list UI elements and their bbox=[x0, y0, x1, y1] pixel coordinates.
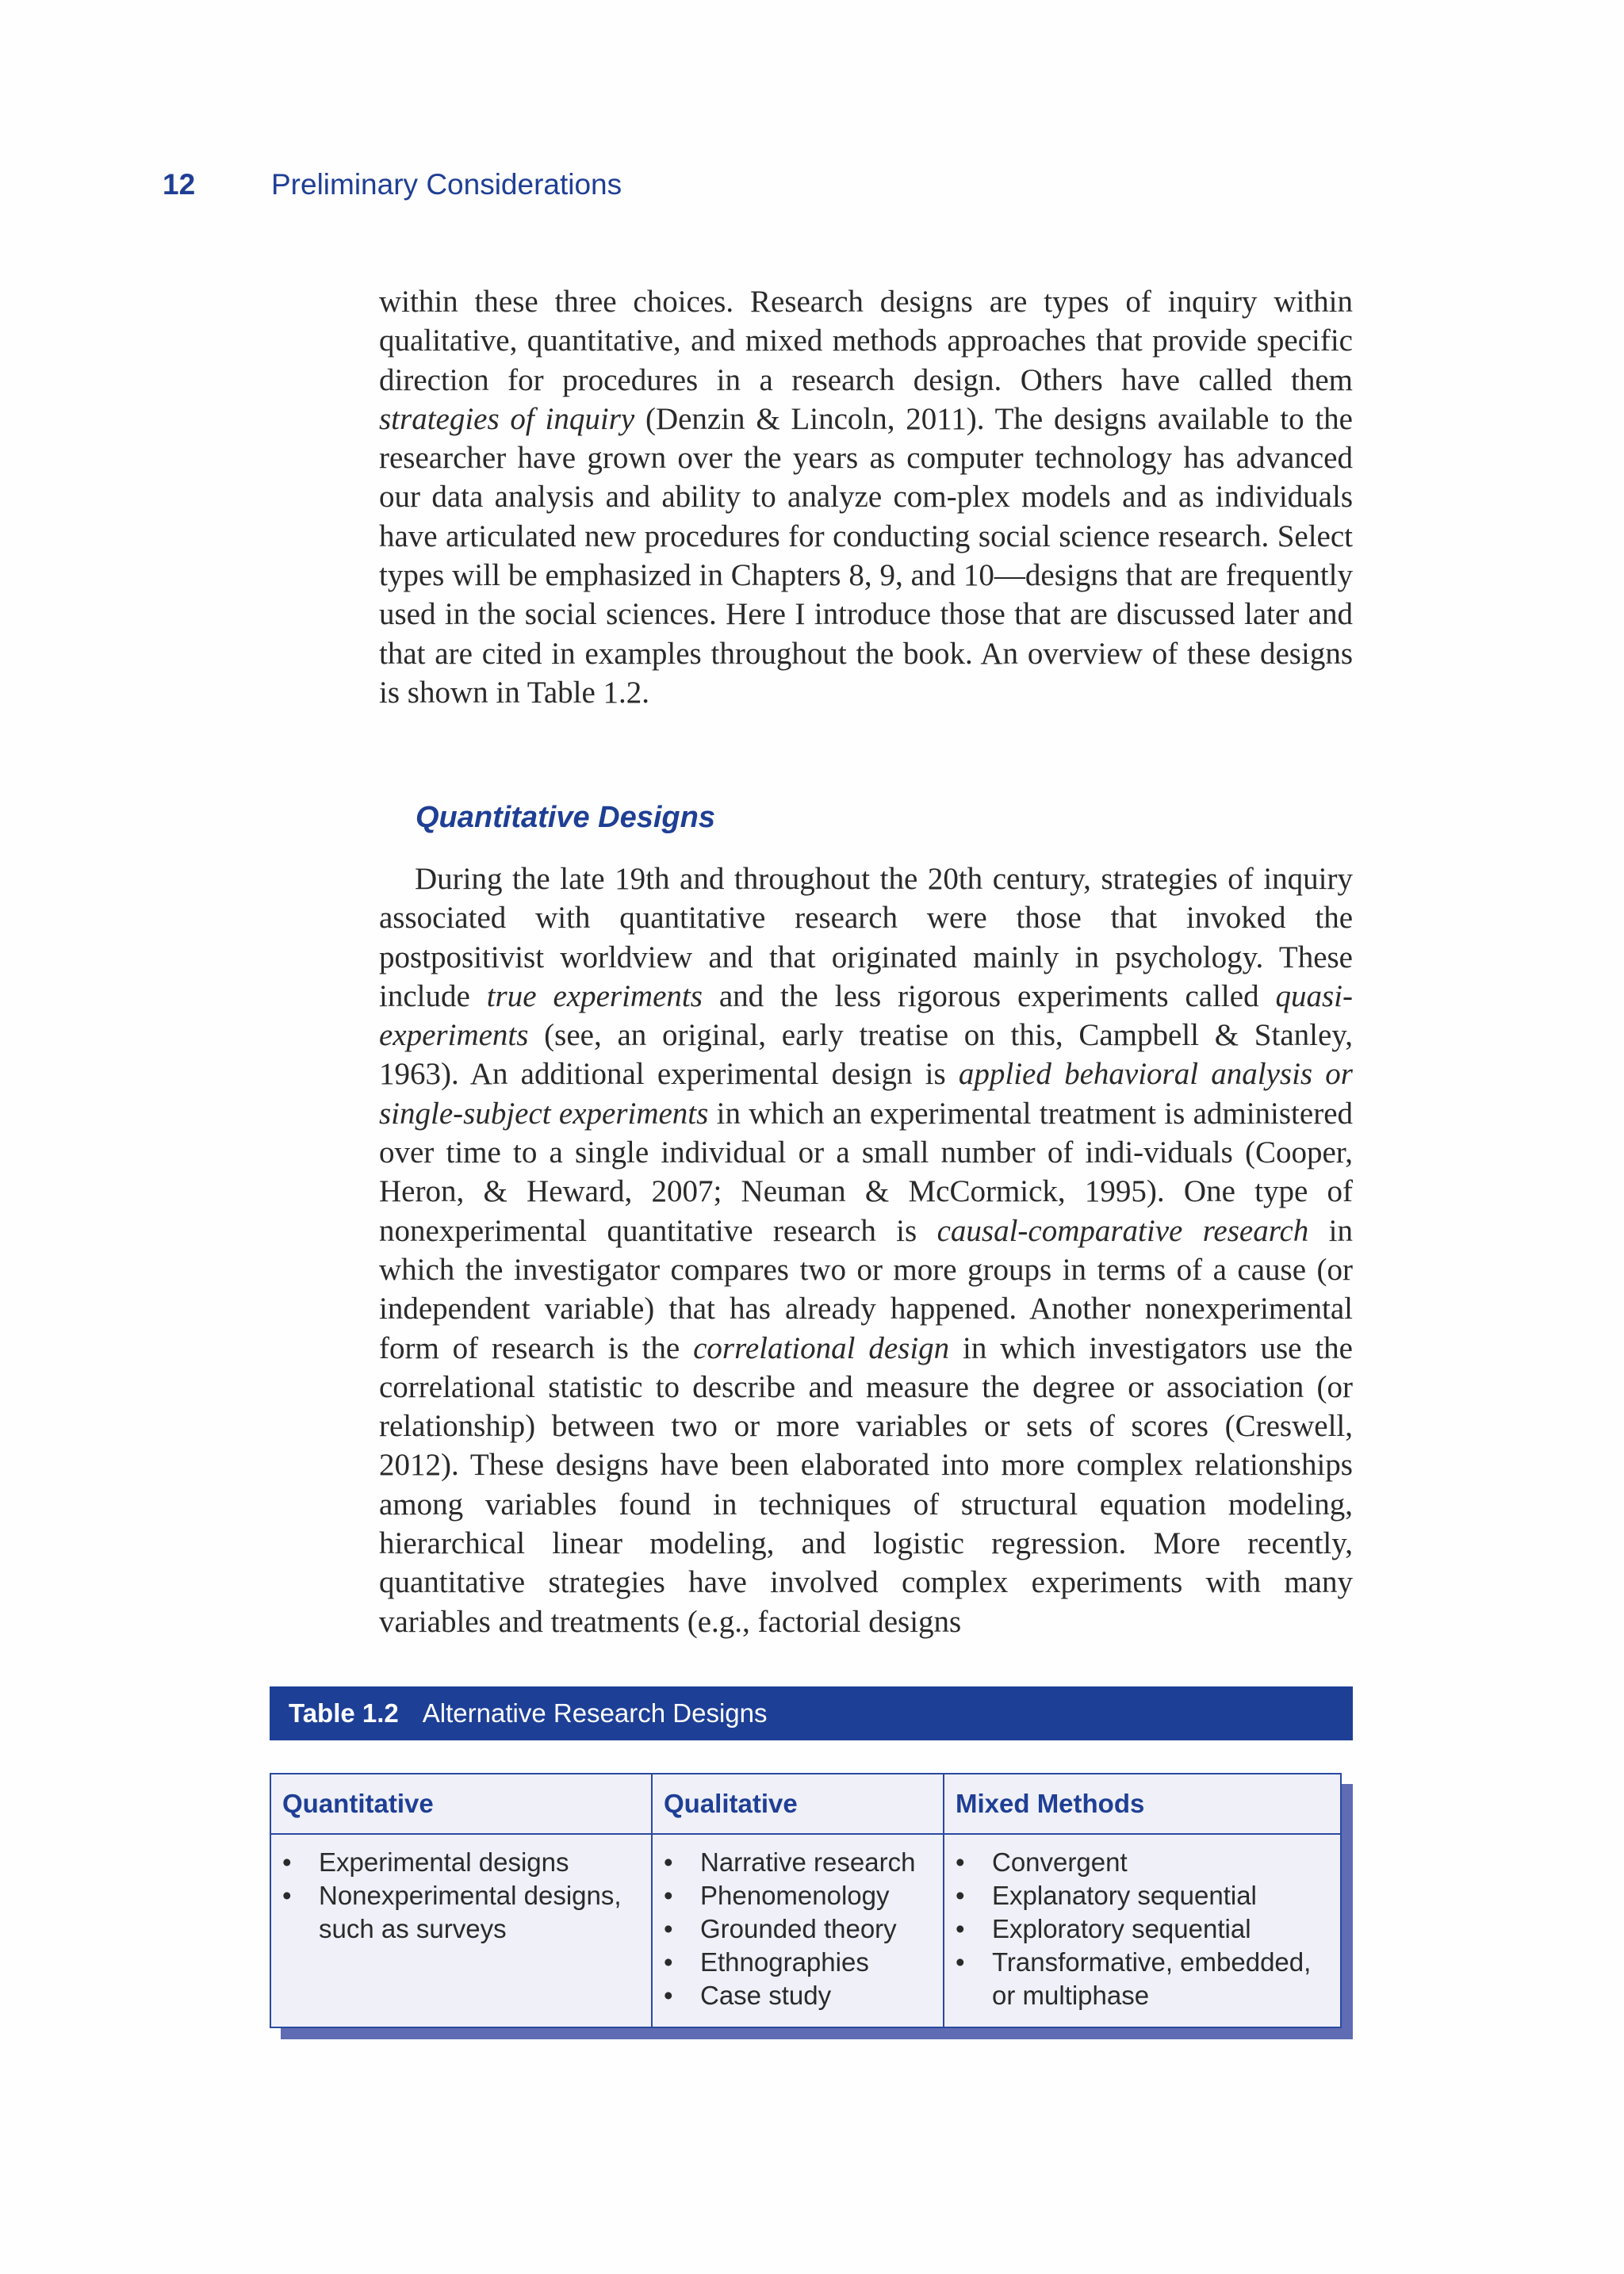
design-list bbox=[271, 1835, 651, 1946]
page-number: 12 bbox=[163, 168, 196, 201]
list-item: • Convergent bbox=[956, 1846, 1340, 1879]
table-column bbox=[943, 1774, 1340, 2027]
text-run: within these three choices. Research designs are types of inquiry within qualitative, quantitative, and mixed methods approaches that provide specific direction for procedures in a research design. Others have called them bbox=[379, 285, 1353, 397]
text-run: (see, an original, early treatise on this, Campbell & Stanley, 1963). An additional experimental design is bbox=[379, 1018, 1353, 1092]
column-header: Qualitative bbox=[653, 1774, 943, 1835]
designs-table bbox=[270, 1773, 1342, 2028]
list-item: • Case study bbox=[664, 1979, 943, 2012]
list-item: • Experimental designs bbox=[282, 1846, 651, 1879]
running-head: Preliminary Considerations bbox=[271, 168, 622, 201]
table-column bbox=[651, 1774, 943, 2027]
design-list bbox=[944, 1835, 1340, 2012]
column-header: Quantitative bbox=[271, 1774, 651, 1835]
text-run: During the late 19th and throughout the 20th century, strategies of inquiry associated with quantitative research were those that invoked the postpositivist worldview and that originated mainly in psychology. These include bbox=[379, 862, 1353, 1013]
italic-term: strategies of inquiry bbox=[379, 401, 635, 436]
table-label: Table 1.2 bbox=[289, 1698, 399, 1728]
list-item: • Explanatory sequential bbox=[956, 1879, 1340, 1912]
list-item: • Ethnographies bbox=[664, 1946, 943, 1979]
table-title: Alternative Research Designs bbox=[422, 1698, 768, 1728]
table-column bbox=[271, 1774, 651, 2027]
list-item: • Grounded theory bbox=[664, 1912, 943, 1946]
list-item: • Transformative, embedded, or multiphase bbox=[956, 1946, 1340, 2012]
list-item: • Exploratory sequential bbox=[956, 1912, 1340, 1946]
list-item: • Narrative research bbox=[664, 1846, 943, 1879]
text-run: and the less rigorous experiments called bbox=[702, 978, 1276, 1013]
design-list bbox=[653, 1835, 943, 2012]
italic-term: applied behavioral analysis or single-subject experiments bbox=[379, 1057, 1353, 1131]
table-caption bbox=[270, 1686, 1353, 1740]
italic-term: causal-comparative research bbox=[936, 1213, 1309, 1248]
body-paragraph-quantitative bbox=[379, 859, 1353, 1641]
column-header: Mixed Methods bbox=[944, 1774, 1340, 1835]
text-run: in which an experimental treatment is administered over time to a single individual or a small number of indi-viduals (Cooper, Heron, & Heward, 2007; Neuman & McCormick, 1995). One type of nonexperimental quantitative research is bbox=[379, 1096, 1354, 1248]
italic-term: true experiments bbox=[486, 978, 703, 1013]
text-run: in which investigators use the correlational statistic to describe and measure the degree or association (or relationship) between two or more variables or sets of scores (Creswell, 2012). These designs have been elaborated into more complex relationships among variables found in techniques of structural equation modeling, hierarchical linear modeling, and logistic regression. More recently, quantitative strategies have involved complex experiments with many variables and treatments (e.g., factorial designs bbox=[379, 1330, 1353, 1639]
list-item: • Phenomenology bbox=[664, 1879, 943, 1912]
italic-term: correlational design bbox=[693, 1330, 950, 1365]
body-paragraph-intro bbox=[379, 282, 1353, 712]
italic-term: quasi-experiments bbox=[379, 978, 1353, 1053]
text-run: in which the investigator compares two or more groups in terms of a cause (or independent variable) that has already happened. Another nonexperimental form of research is the bbox=[379, 1213, 1353, 1365]
text-run: (Denzin & Lincoln, 2011). The designs available to the researcher have grown over the years as computer technology has advanced our data analysis and ability to analyze com-plex models and as individuals have articulated new procedures for conducting social science research. Select types will be emphasized in Chapters 8, 9, and 10—designs that are frequently used in the social sciences. Here I introduce those that are discussed later and that are cited in examples throughout the book. An overview of these designs is shown in Table 1.2. bbox=[379, 401, 1353, 710]
list-item: • Nonexperimental designs, such as surveys bbox=[282, 1879, 651, 1946]
section-heading: Quantitative Designs bbox=[416, 801, 715, 834]
